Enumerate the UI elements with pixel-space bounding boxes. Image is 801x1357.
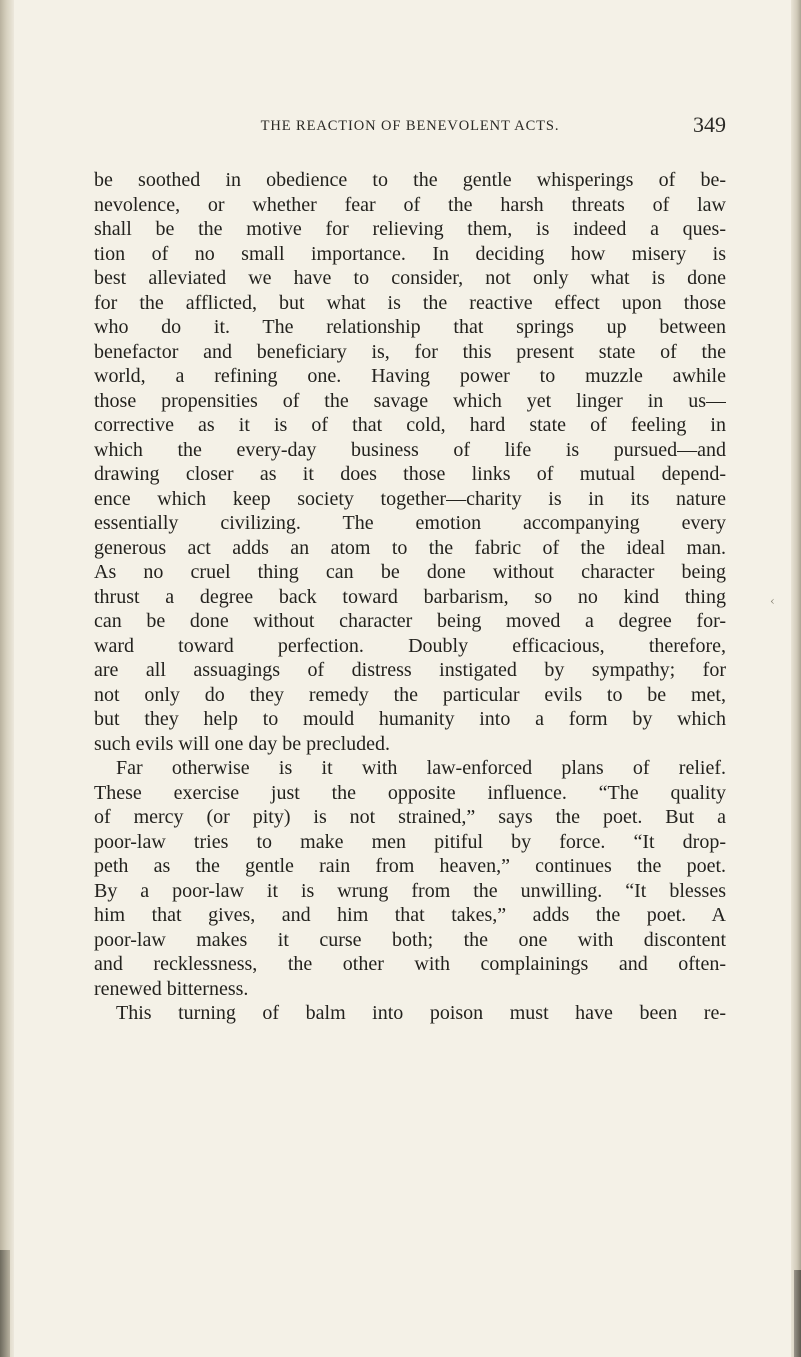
binding-dark-edge (0, 1250, 10, 1357)
text-line: can be done without character being moved a degree for- (94, 610, 726, 632)
page-number: 349 (693, 112, 726, 137)
text-line: renewed bitterness. (94, 977, 249, 1000)
text-line: those propensities of the savage which yet linger in us— (94, 389, 726, 412)
page-edge-dark (794, 1270, 801, 1357)
margin-mark: ‹ (770, 594, 775, 608)
text-line: nevolence, or whether fear of the harsh threats of law (94, 193, 726, 216)
text-line: benefactor and beneficiary is, for this present state of the (94, 340, 726, 363)
text-line: thrust a degree back toward barbarism, so no kind thing (94, 585, 726, 608)
text-line: corrective as it is of that cold, hard state of feeling in (94, 414, 726, 436)
text-line: are all assuagings of distress instigated by sympathy; for (94, 659, 726, 681)
text-line: tion of no small importance. In deciding how misery is (94, 242, 726, 265)
text-line: peth as the gentle rain from heaven,” continues the poet. (94, 855, 726, 877)
text-line: shall be the motive for relieving them, is indeed a ques- (94, 218, 726, 240)
text-line: poor-law makes it curse both; the one with discontent (94, 928, 726, 951)
binding-shadow (0, 0, 14, 1357)
text-line: of mercy (or pity) is not strained,” says the poet. But a (94, 806, 726, 828)
text-line: best alleviated we have to consider, not only what is done (94, 267, 726, 289)
body-text (94, 168, 726, 1026)
text-line: not only do they remedy the particular evils to be met, (94, 683, 726, 706)
text-line: As no cruel thing can be done without character being (94, 561, 726, 583)
running-head (94, 112, 726, 142)
text-line: poor-law tries to make men pitiful by force. “It drop- (94, 830, 726, 853)
text-line: be soothed in obedience to the gentle whisperings of be- (94, 169, 726, 191)
text-line: This turning of balm into poison must have been re- (116, 1002, 726, 1024)
text-line: for the afflicted, but what is the reactive effect upon those (94, 291, 726, 314)
text-line: who do it. The relationship that springs up between (94, 316, 726, 338)
running-title: THE REACTION OF BENEVOLENT ACTS. (260, 118, 560, 134)
text-line: and recklessness, the other with complainings and often- (94, 953, 726, 975)
text-line: world, a refining one. Having power to muzzle awhile (94, 365, 726, 387)
text-line: ward toward perfection. Doubly efficacious, therefore, (94, 634, 726, 657)
text-line: These exercise just the opposite influence. “The quality (94, 781, 726, 804)
text-line: him that gives, and him that takes,” adds the poet. A (94, 904, 726, 926)
text-line: drawing closer as it does those links of mutual depend- (94, 463, 726, 485)
text-line: such evils will one day be precluded. (94, 732, 391, 755)
text-line: ence which keep society together—charity is in its nature (94, 487, 726, 510)
page-edge (791, 0, 801, 1357)
text-line: essentially civilizing. The emotion accompanying every (94, 512, 726, 534)
text-line: generous act adds an atom to the fabric of the ideal man. (94, 536, 726, 559)
text-line: which the every-day business of life is pursued—and (94, 438, 726, 461)
text-line: but they help to mould humanity into a form by which (94, 708, 726, 730)
text-line: By a poor-law it is wrung from the unwilling. “It blesses (94, 879, 726, 902)
text-line: Far otherwise is it with law-enforced plans of relief. (116, 757, 726, 779)
